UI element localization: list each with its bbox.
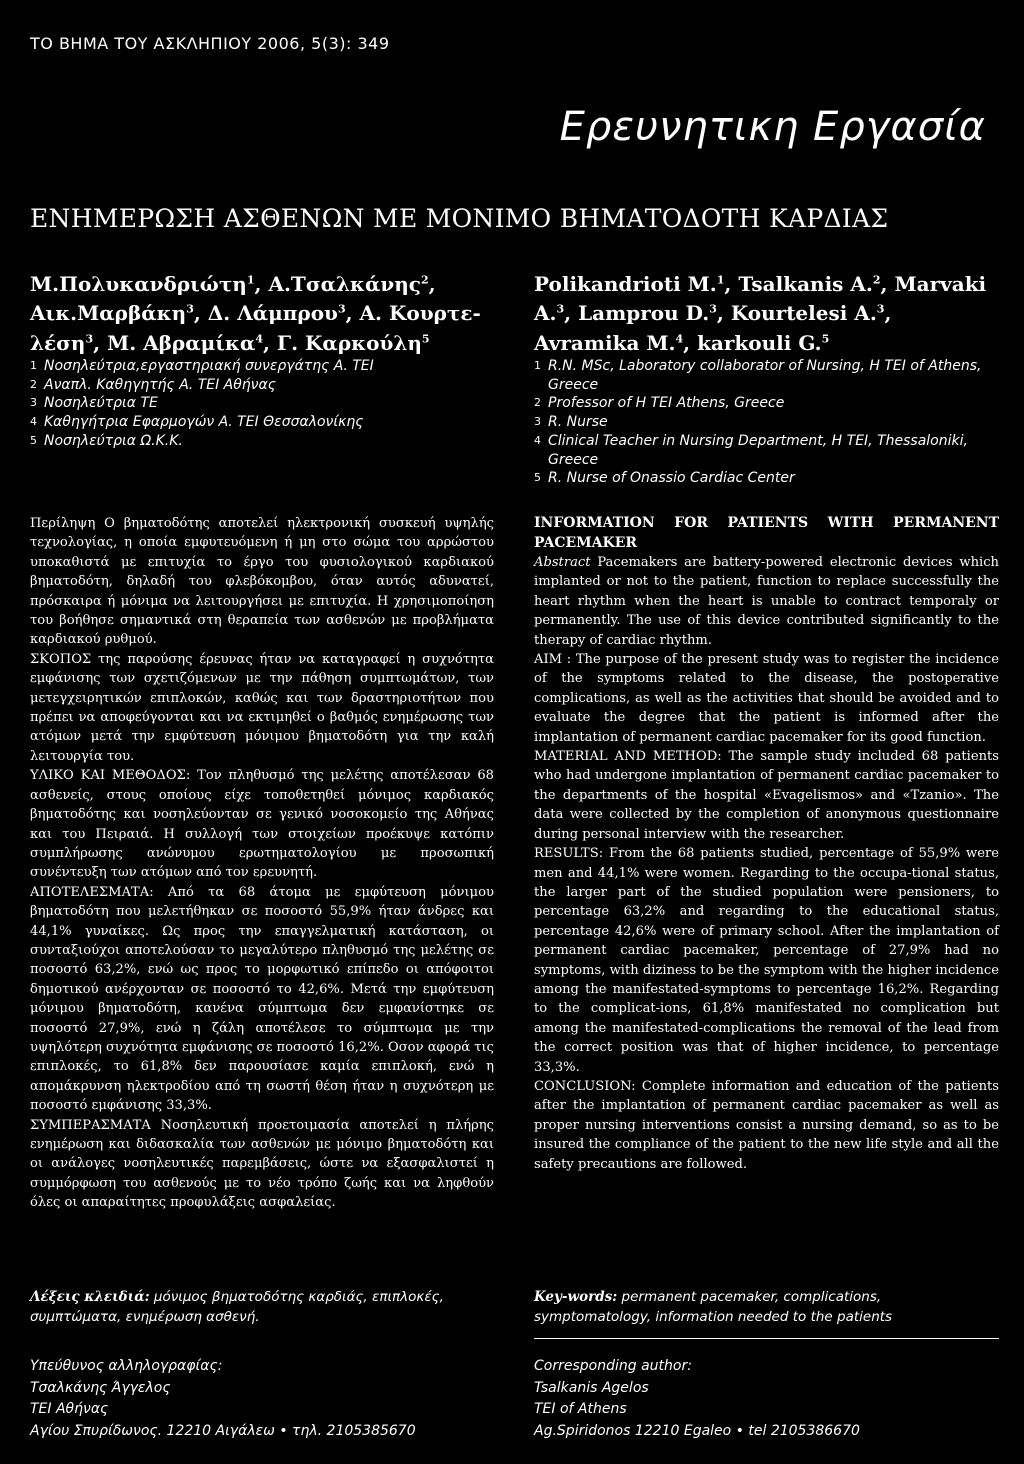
author: karkouli G.$^5$ [697,330,830,355]
author: Γ. Καρκούλη$^5$ [276,330,430,355]
greek-authors [30,267,494,356]
corr-line: Ag.Spiridonos 12210 Egaleo • tel 2105386670 [534,1422,860,1439]
corr-line: Τσαλκάνης Άγγελος [30,1379,171,1396]
affiliation: 4 Καθηγήτρια Εφαρμογών Α. ΤΕΙ Θεσσαλονίκης [30,414,364,431]
abstract-paragraph: ΥΛΙΚΟ ΚΑΙ ΜΕΘΟΔΟΣ: Τον πληθυσμό της μελέτης αποτέλεσαν 68 ασθενείς, στους οποίους είχε τοποθετηθεί μόνιμος καρδιακός βηματοδότης και νοσηλεύονταν σε γενικό νοσοκομείο της Αθήνας και του Πειραιά. Η συλλογή των στοιχείων προέκυψε κατόπιν συμπλήρωσης ανώνυμου ερωτηματολογίου με προσωπική συνέντευξη των ατόμων από τον ερευνητή. [30,768,494,881]
affiliation: 1 Νοσηλεύτρια,εργαστηριακή συνεργάτης Α. ΤΕΙ [30,358,374,374]
abstract-paragraph: CONCLUSION: Complete information and education of the patients after the implantation of permanent cardiac pacemaker as well as proper nursing interventions consist a nursing demand, so as to be insured the compliance of the patient to the new life style and all the safety precautions are followed. [534,1078,999,1172]
greek-abstract [30,514,494,1213]
abstract-paragraph: Abstract Pacemakers are battery-powered electronic devices which implanted or not to the patient, function to replace successfully the heart rhythm when the heart is unable to contract temporaly or permanently. The use of this device contributed significantly to the therapy of cardiac rhythm. [534,555,999,648]
affiliation: 2 Αναπλ. Καθηγητής Α. ΤΕΙ Αθήνας [30,376,276,393]
affiliation: 2 Professor of H TEI Athens, Greece [534,395,785,412]
abstract-paragraph: ΣΚΟΠΟΣ της παρούσης έρευνας ήταν να καταγραφεί η συχνότητα εμφάνισης των σχετιζόμενων με την πάθηση συμπτωμάτων, των μετεγχειρητικών επιπλοκών, καθώς και των δραστηριοτήτων που πρέπει να αποφεύγονται και να εκτιμηθεί ο βαθμός ενημέρωσης των ατόμων μετά την εμφύτευση μόνιμου βηματοδότη για την καλή λειτουργία του. [30,651,494,764]
affiliation: 5 Νοσηλεύτρια Ω.Κ.Κ. [30,432,183,449]
author: Μ. Αβραμίκα$^4$, [107,330,277,355]
english-abstract [534,514,999,1174]
greek-correspondence [30,1356,494,1442]
abstract-paragraph: ΑΠΟΤΕΛΕΣΜΑΤΑ: Από τα 68 άτομα με εμφύτευση μόνιμου βηματοδότη που μελετήθηκαν σε ποσοστό 55,9% ήταν άνδρες και 44,1% γυναίκες. Ως προς την επαγγελματική κατάσταση, οι συνταξιούχοι αποτελούσαν το μεγαλύτερο πληθυσμό της μελέτης σε ποσοστό 63,2%, ενώ ως προς το μορφωτικό επίπεδο οι απόφοιτοι δημοτικού ανέρχονταν σε ποσοστό το 42,6%. Μετά την εμφύτευση μόνιμου βηματοδότη, κανένα σύμπτωμα δεν εμφανίστηκε σε ποσοστό 27,9%, ενώ η ζάλη αποτέλεσε το σύμπτωμα με την υψηλότερη συχνότητα εμφάνισης σε ποσοστό 16,2%. Οσον αφορά τις επιπλοκές, το 61,8% δεν παρουσίασε καμία επιπλοκή, ενώ η απομάκρυνση ηλεκτροδίου από τη σωστή θέση ήταν η συχνότερη με ποσοστό εμφάνισης 33,3%. [30,884,494,1114]
abstract-paragraph: AIM : The purpose of the present study was to register the incidence of the symptoms related to the disease, the postoperative complications, as well as the activities that should be avoided and to evaluate the degree that the patient is informed after the implantation of permanent cardiac pacemaker for its good function. [534,652,999,745]
author: Α. Κουρτε-λέση$^3$, [30,301,481,355]
author: Αικ.Μαρβάκη$^3$, [30,301,208,326]
author: Α.Τσαλκάνης$^2$, [268,271,436,296]
corr-line: Tsalkanis Agelos [534,1379,649,1396]
author: Polikandrioti M.$^1$, [534,271,739,296]
greek-keywords: Λέξεις κλειδιά: μόνιμος βηματοδότης καρδιάς, επιπλοκές, συμπτώματα, ενημέρωση ασθενή. [30,1289,444,1325]
keywords-label: Key-words: [534,1289,618,1305]
corr-line: Corresponding author: [534,1358,692,1374]
section-label: Ερευνητικη Εργασία [559,104,986,150]
author: Δ. Λάμπρου$^3$, [207,301,360,326]
article-title: ΕΝΗΜΕΡΩΣΗ ΑΣΘΕΝΩΝ ΜΕ ΜΟΝΙΜΟ ΒΗΜΑΤΟΔΟΤΗ ΚΑΡΔΙΑΣ [30,204,889,233]
abstract-paragraph: RESULTS: From the 68 patients studied, percentage of 55,9% were men and 44,1% were women. Regarding to the occupa-tional status, the larger part of the studied population were pensioners, to percentage 63,2% and regarding to the educational status, percentage 42,6% were of primary school. After the implantation of permanent cardiac pacemaker, percentage of 27,9% had no symptoms, with diziness to be the symptom with the higher incidence among the manifestated-symptoms to percentage 16,2%. Regarding to the complicat-ions, 61,8% manifestated no complication but among the manifestated-complications the removal of the lead from the correct position was that of higher incidence, to percentage 33,3%. [534,846,999,1075]
affiliation: 3 Νοσηλεύτρια ΤΕ [30,395,158,412]
abstract-paragraph: MATERIAL AND METHOD: The sample study included 68 patients who had undergone implantation of permanent cardiac pacemaker to the departments of the hospital «Evagelismos» and «Tzanio». The data were collected by the completion of anonymous questionnaire during personal interview with the researcher. [534,749,999,842]
affiliation: 4 Clinical Teacher in Nursing Department, H TEI, Thessaloniki, Greece [534,432,968,468]
author: Avramika M.$^4$, [534,330,698,355]
greek-affiliations [30,357,494,451]
english-correspondence [534,1356,999,1442]
english-keywords: Key-words: permanent pacemaker, complications, symptomatology, information needed to the patients [534,1289,893,1325]
affiliation: 3 R. Nurse [534,414,608,431]
journal-header: ΤΟ ΒΗΜΑ ΤΟΥ ΑΣΚΛΗΠΙΟΥ 2006, 5(3): 349 [30,34,390,53]
corr-line: Υπεύθυνος αλληλογραφίας: [30,1358,223,1374]
english-authors [534,267,999,356]
corr-line: Αγίου Σπυρίδωνος. 12210 Αιγάλεω • τηλ. 2105385670 [30,1422,416,1439]
abstract-paragraph: Περίληψη Ο βηματοδότης αποτελεί ηλεκτρονική συσκευή υψηλής τεχνολογίας, η οποία εμφυτευόμενη ή μη στο σώμα του αρρώστου υποκαθιστά με επιτυχία το έργο του φυσιολογικού καρδιακού βηματοδότη, δηλαδή του φλεβόκομβου, όταν αυτός αδυνατεί, πρόσκαιρα ή μόνιμα να λειτουργήσει με επιτυχία. Η χρησιμοποίηση του βοήθησε σημαντικά στη θεραπεία των ασθενών με προβλήματα καρδιακού ρυθμού. [30,516,494,648]
divider [534,1338,999,1339]
author: Lamprou D.$^3$, [578,301,731,326]
author: Kourtelesi A.$^3$, [730,301,892,326]
abstract-paragraph: ΣΥΜΠΕΡΑΣΜΑΤΑ Νοσηλευτική προετοιμασία αποτελεί η πλήρης ενημέρωση και διδασκαλία των ασθενών με μόνιμο βηματοδότη και οι ανάλογες νοσηλευτικές παρεμβάσεις, ώστε να εξασφαλιστεί η συμμόρφωση του ασθενούς με το νέο τρόπο ζωής και να ληφθούν όλες οι απαραίτητες προφυλάξεις ασφαλείας. [30,1117,494,1211]
author: Marvaki A.$^3$, [534,271,987,326]
abstract-title: INFORMATION FOR PATIENTS WITH PERMANENT PACEMAKER [534,515,999,551]
english-affiliations [534,357,999,488]
author: Μ.Πολυκανδριώτη$^1$, [30,271,269,296]
keywords-label: Λέξεις κλειδιά: [30,1289,150,1305]
abstract-label: Abstract [534,555,591,570]
corr-line: ΤΕΙ Αθήνας [30,1401,109,1417]
author: Tsalkanis A.$^2$, [738,271,895,296]
corr-line: TEI of Athens [534,1401,627,1417]
affiliation: 5 R. Nurse of Onassio Cardiac Center [534,470,795,487]
affiliation: 1 R.N. MSc, Laboratory collaborator of Nursing, H TEI of Athens, Greece [534,358,982,393]
